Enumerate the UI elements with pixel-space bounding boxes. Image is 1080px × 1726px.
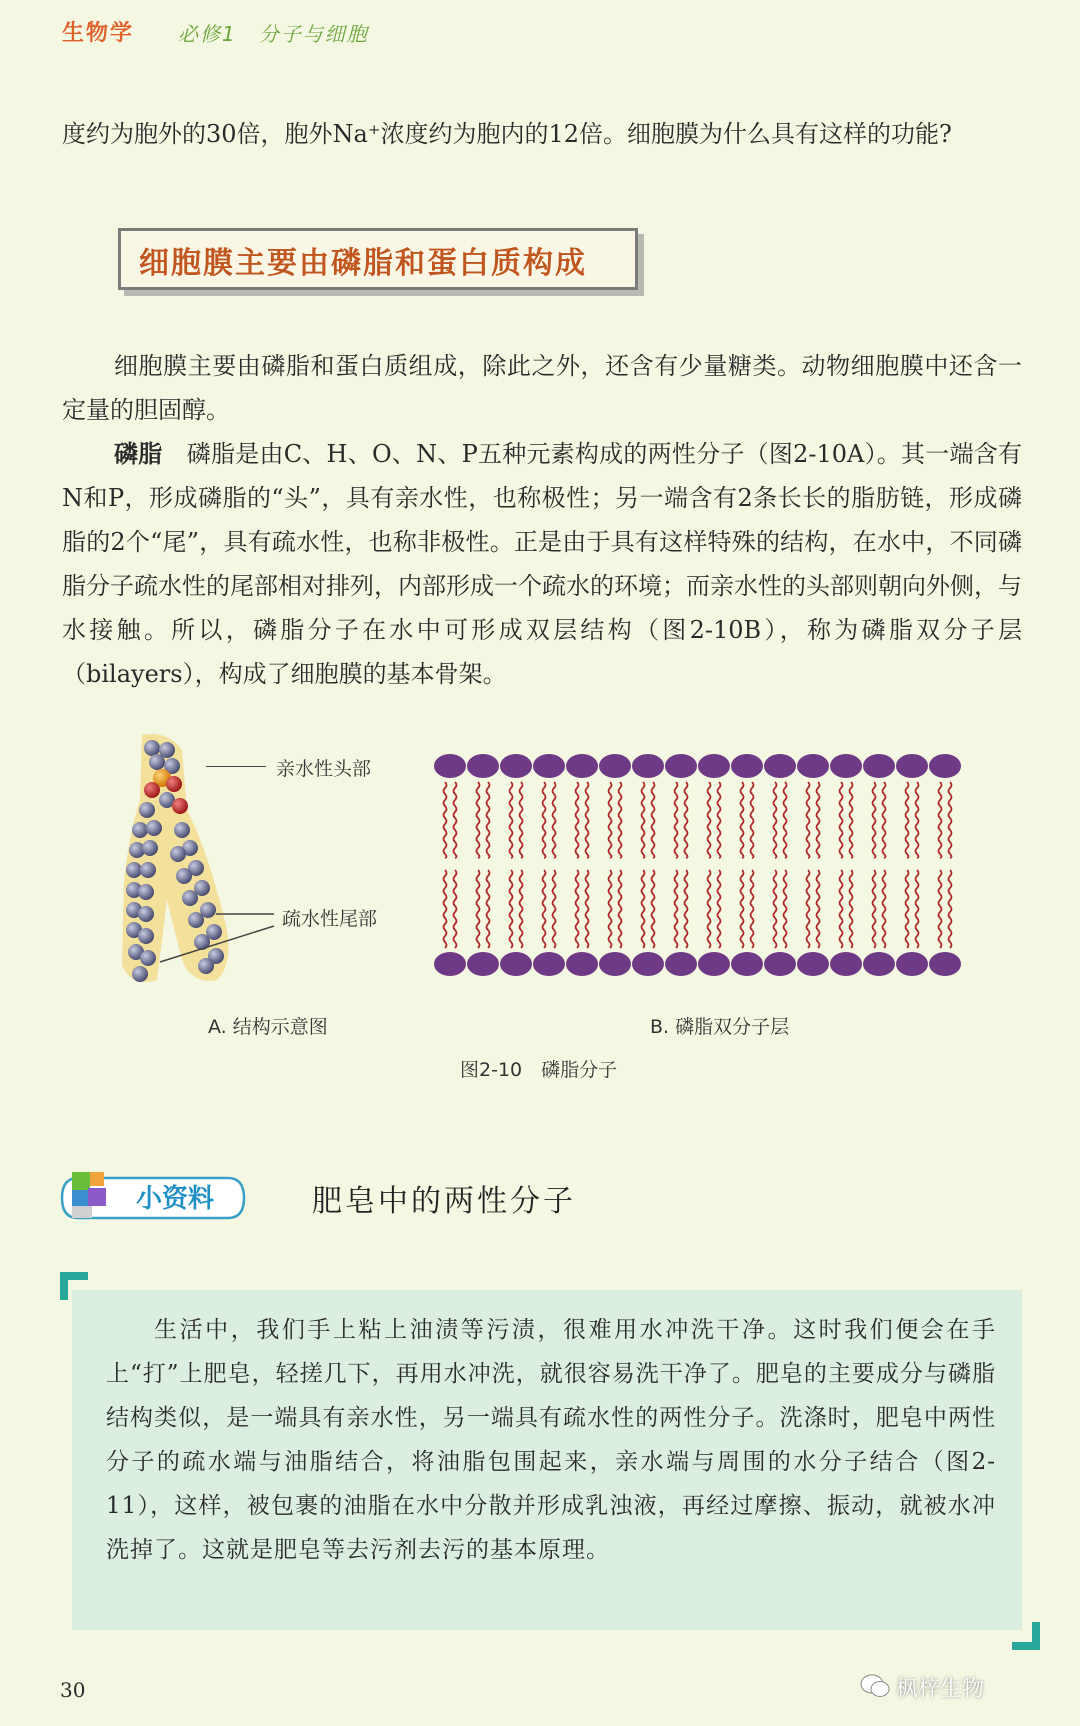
- upper-lipid-tail: [685, 782, 688, 858]
- lower-lipid-tail: [751, 870, 754, 948]
- lower-lipid-tail: [685, 870, 688, 948]
- section-title: 细胞膜主要由磷脂和蛋白质构成: [139, 246, 587, 281]
- upper-lipid-tail: [807, 782, 810, 858]
- paragraph-1: 细胞膜主要由磷脂和蛋白质组成，除此之外，还含有少量糖类。动物细胞膜中还含一定量的胆固醇。: [62, 352, 1022, 424]
- lower-lipid-tail: [774, 870, 777, 948]
- lower-lipid-head: [434, 952, 466, 976]
- upper-lipid-tail: [916, 782, 919, 858]
- caption-a: A. 结构示意图: [208, 1016, 328, 1038]
- label-hydrophilic-head: 亲水性头部: [276, 758, 372, 780]
- upper-lipid-tail: [675, 782, 678, 858]
- lower-lipid-tail: [784, 870, 787, 948]
- upper-lipid-head: [830, 754, 862, 778]
- lower-lipid-tail: [675, 870, 678, 948]
- upper-lipid-tail: [718, 782, 721, 858]
- lower-lipid-head: [731, 952, 763, 976]
- upper-lipid-tail: [939, 782, 942, 858]
- lower-lipid-tail: [840, 870, 843, 948]
- upper-lipid-tail: [553, 782, 556, 858]
- lower-lipid-tail: [510, 870, 513, 948]
- lower-lipid-head: [863, 952, 895, 976]
- lower-lipid-tail: [543, 870, 546, 948]
- upper-lipid-tail: [883, 782, 886, 858]
- lower-lipid-head: [764, 952, 796, 976]
- lower-lipid-tail: [586, 870, 589, 948]
- upper-lipid-tail: [576, 782, 579, 858]
- head-callout-line: [206, 766, 266, 767]
- phospholipid-bilayer-diagram: [430, 748, 970, 984]
- upper-lipid-head: [863, 754, 895, 778]
- paragraph-2: [62, 432, 1022, 696]
- upper-lipid-head: [731, 754, 763, 778]
- upper-lipid-head: [566, 754, 598, 778]
- upper-lipid-tail: [949, 782, 952, 858]
- figure-title: 图2-10 磷脂分子: [460, 1059, 618, 1081]
- lower-lipid-tail: [642, 870, 645, 948]
- upper-lipid-head: [599, 754, 631, 778]
- lower-lipid-tail: [873, 870, 876, 948]
- lower-lipid-tail: [652, 870, 655, 948]
- lower-lipid-head: [500, 952, 532, 976]
- lower-lipid-tail: [906, 870, 909, 948]
- lower-lipid-head: [929, 952, 961, 976]
- wechat-icon: [860, 1672, 890, 1700]
- header-book-title: 必修1 分子与细胞: [178, 22, 369, 46]
- tail-callout-lines: [150, 900, 280, 970]
- upper-lipid-tail: [520, 782, 523, 858]
- upper-lipid-tail: [444, 782, 447, 858]
- upper-lipid-tail: [586, 782, 589, 858]
- lower-lipid-head: [665, 952, 697, 976]
- upper-lipid-tail: [510, 782, 513, 858]
- sidebar-text: 生活中，我们手上粘上油渍等污渍，很难用水冲洗干净。这时我们便会在手上“打”上肥皂，轻搓几下，再用水冲洗，就很容易洗干净了。肥皂的主要成分与磷脂结构类似，是一端具有亲水性，另一端具有疏水性的两性分子。洗涤时，肥皂中两性分子的疏水端与油脂结合，将油脂包围起来，亲水端与周围的水分子结合（图2-11），这样，被包裹的油脂在水中分散并形成乳浊液，再经过摩擦、振动，就被水冲洗掉了。这就是肥皂等去污剂去污的基本原理。: [106, 1317, 996, 1563]
- sidebar-title: 肥皂中的两性分子: [312, 1184, 576, 1219]
- upper-lipid-tail: [708, 782, 711, 858]
- upper-lipid-tail: [906, 782, 909, 858]
- lower-lipid-tail: [916, 870, 919, 948]
- lower-lipid-tail: [708, 870, 711, 948]
- corner-bracket-bottom-right: [1010, 1620, 1040, 1650]
- upper-lipid-head: [929, 754, 961, 778]
- section-title-box: [118, 228, 638, 290]
- lower-lipid-tail: [553, 870, 556, 948]
- upper-lipid-tail: [817, 782, 820, 858]
- upper-lipid-tail: [751, 782, 754, 858]
- lower-lipid-tail: [454, 870, 457, 948]
- lower-lipid-tail: [444, 870, 447, 948]
- lower-lipid-tail: [807, 870, 810, 948]
- upper-lipid-tail: [652, 782, 655, 858]
- lower-lipid-tail: [718, 870, 721, 948]
- upper-lipid-head: [533, 754, 565, 778]
- upper-lipid-head: [434, 754, 466, 778]
- upper-lipid-head: [665, 754, 697, 778]
- page-number: 30: [60, 1678, 86, 1702]
- lower-lipid-tail: [817, 870, 820, 948]
- upper-lipid-head: [632, 754, 664, 778]
- upper-lipid-tail: [609, 782, 612, 858]
- term-phospholipid: 磷脂: [114, 440, 163, 468]
- upper-lipid-tail: [784, 782, 787, 858]
- intro-line: 度约为胞外的30倍，胞外Na⁺浓度约为胞内的12倍。细胞膜为什么具有这样的功能?: [62, 120, 952, 148]
- upper-lipid-tail: [487, 782, 490, 858]
- lower-lipid-head: [632, 952, 664, 976]
- lower-lipid-tail: [609, 870, 612, 948]
- lower-lipid-tail: [487, 870, 490, 948]
- caption-b: B. 磷脂双分子层: [650, 1016, 790, 1038]
- lower-lipid-tail: [619, 870, 622, 948]
- upper-lipid-tail: [840, 782, 843, 858]
- upper-lipid-tail: [477, 782, 480, 858]
- upper-lipid-head: [698, 754, 730, 778]
- lower-lipid-tail: [883, 870, 886, 948]
- upper-lipid-tail: [774, 782, 777, 858]
- label-hydrophobic-tail: 疏水性尾部: [282, 908, 378, 930]
- lower-lipid-head: [797, 952, 829, 976]
- upper-lipid-tail: [543, 782, 546, 858]
- paragraph-2-text: 磷脂是由C、H、O、N、P五种元素构成的两性分子（图2-10A）。其一端含有N和P，形成磷脂的“头”，具有亲水性，也称极性；另一端含有2条长长的脂肪链，形成磷脂的2个“尾”，具有疏水性，也称非极性。正是由于具有这样特殊的结构，在水中，不同磷脂分子疏水性的尾部相对排列，内部形成一个疏水的环境；而亲水性的头部则朝向外侧，与水接触。所以，磷脂分子在水中可形成双层结构（图2-10B），称为磷脂双分子层（bilayers），构成了细胞膜的基本骨架。: [62, 440, 1023, 688]
- upper-lipid-tail: [873, 782, 876, 858]
- upper-lipid-head: [764, 754, 796, 778]
- lower-lipid-tail: [949, 870, 952, 948]
- lower-lipid-tail: [520, 870, 523, 948]
- lower-lipid-head: [599, 952, 631, 976]
- corner-bracket-top-left: [60, 1272, 90, 1302]
- lower-lipid-head: [566, 952, 598, 976]
- watermark: 枫梓生物: [896, 1677, 985, 1702]
- upper-lipid-head: [467, 754, 499, 778]
- upper-lipid-head: [500, 754, 532, 778]
- lower-lipid-head: [830, 952, 862, 976]
- upper-lipid-head: [797, 754, 829, 778]
- upper-lipid-tail: [454, 782, 457, 858]
- lower-lipid-head: [467, 952, 499, 976]
- lower-lipid-tail: [477, 870, 480, 948]
- lower-lipid-tail: [576, 870, 579, 948]
- upper-lipid-tail: [619, 782, 622, 858]
- upper-lipid-tail: [642, 782, 645, 858]
- lower-lipid-head: [698, 952, 730, 976]
- header-subject: 生物学: [62, 21, 135, 46]
- upper-lipid-tail: [741, 782, 744, 858]
- lower-lipid-tail: [939, 870, 942, 948]
- lower-lipid-tail: [741, 870, 744, 948]
- lower-lipid-head: [896, 952, 928, 976]
- lower-lipid-head: [533, 952, 565, 976]
- upper-lipid-tail: [850, 782, 853, 858]
- upper-lipid-head: [896, 754, 928, 778]
- lower-lipid-tail: [850, 870, 853, 948]
- sidebar-tag: 小资料: [136, 1184, 215, 1214]
